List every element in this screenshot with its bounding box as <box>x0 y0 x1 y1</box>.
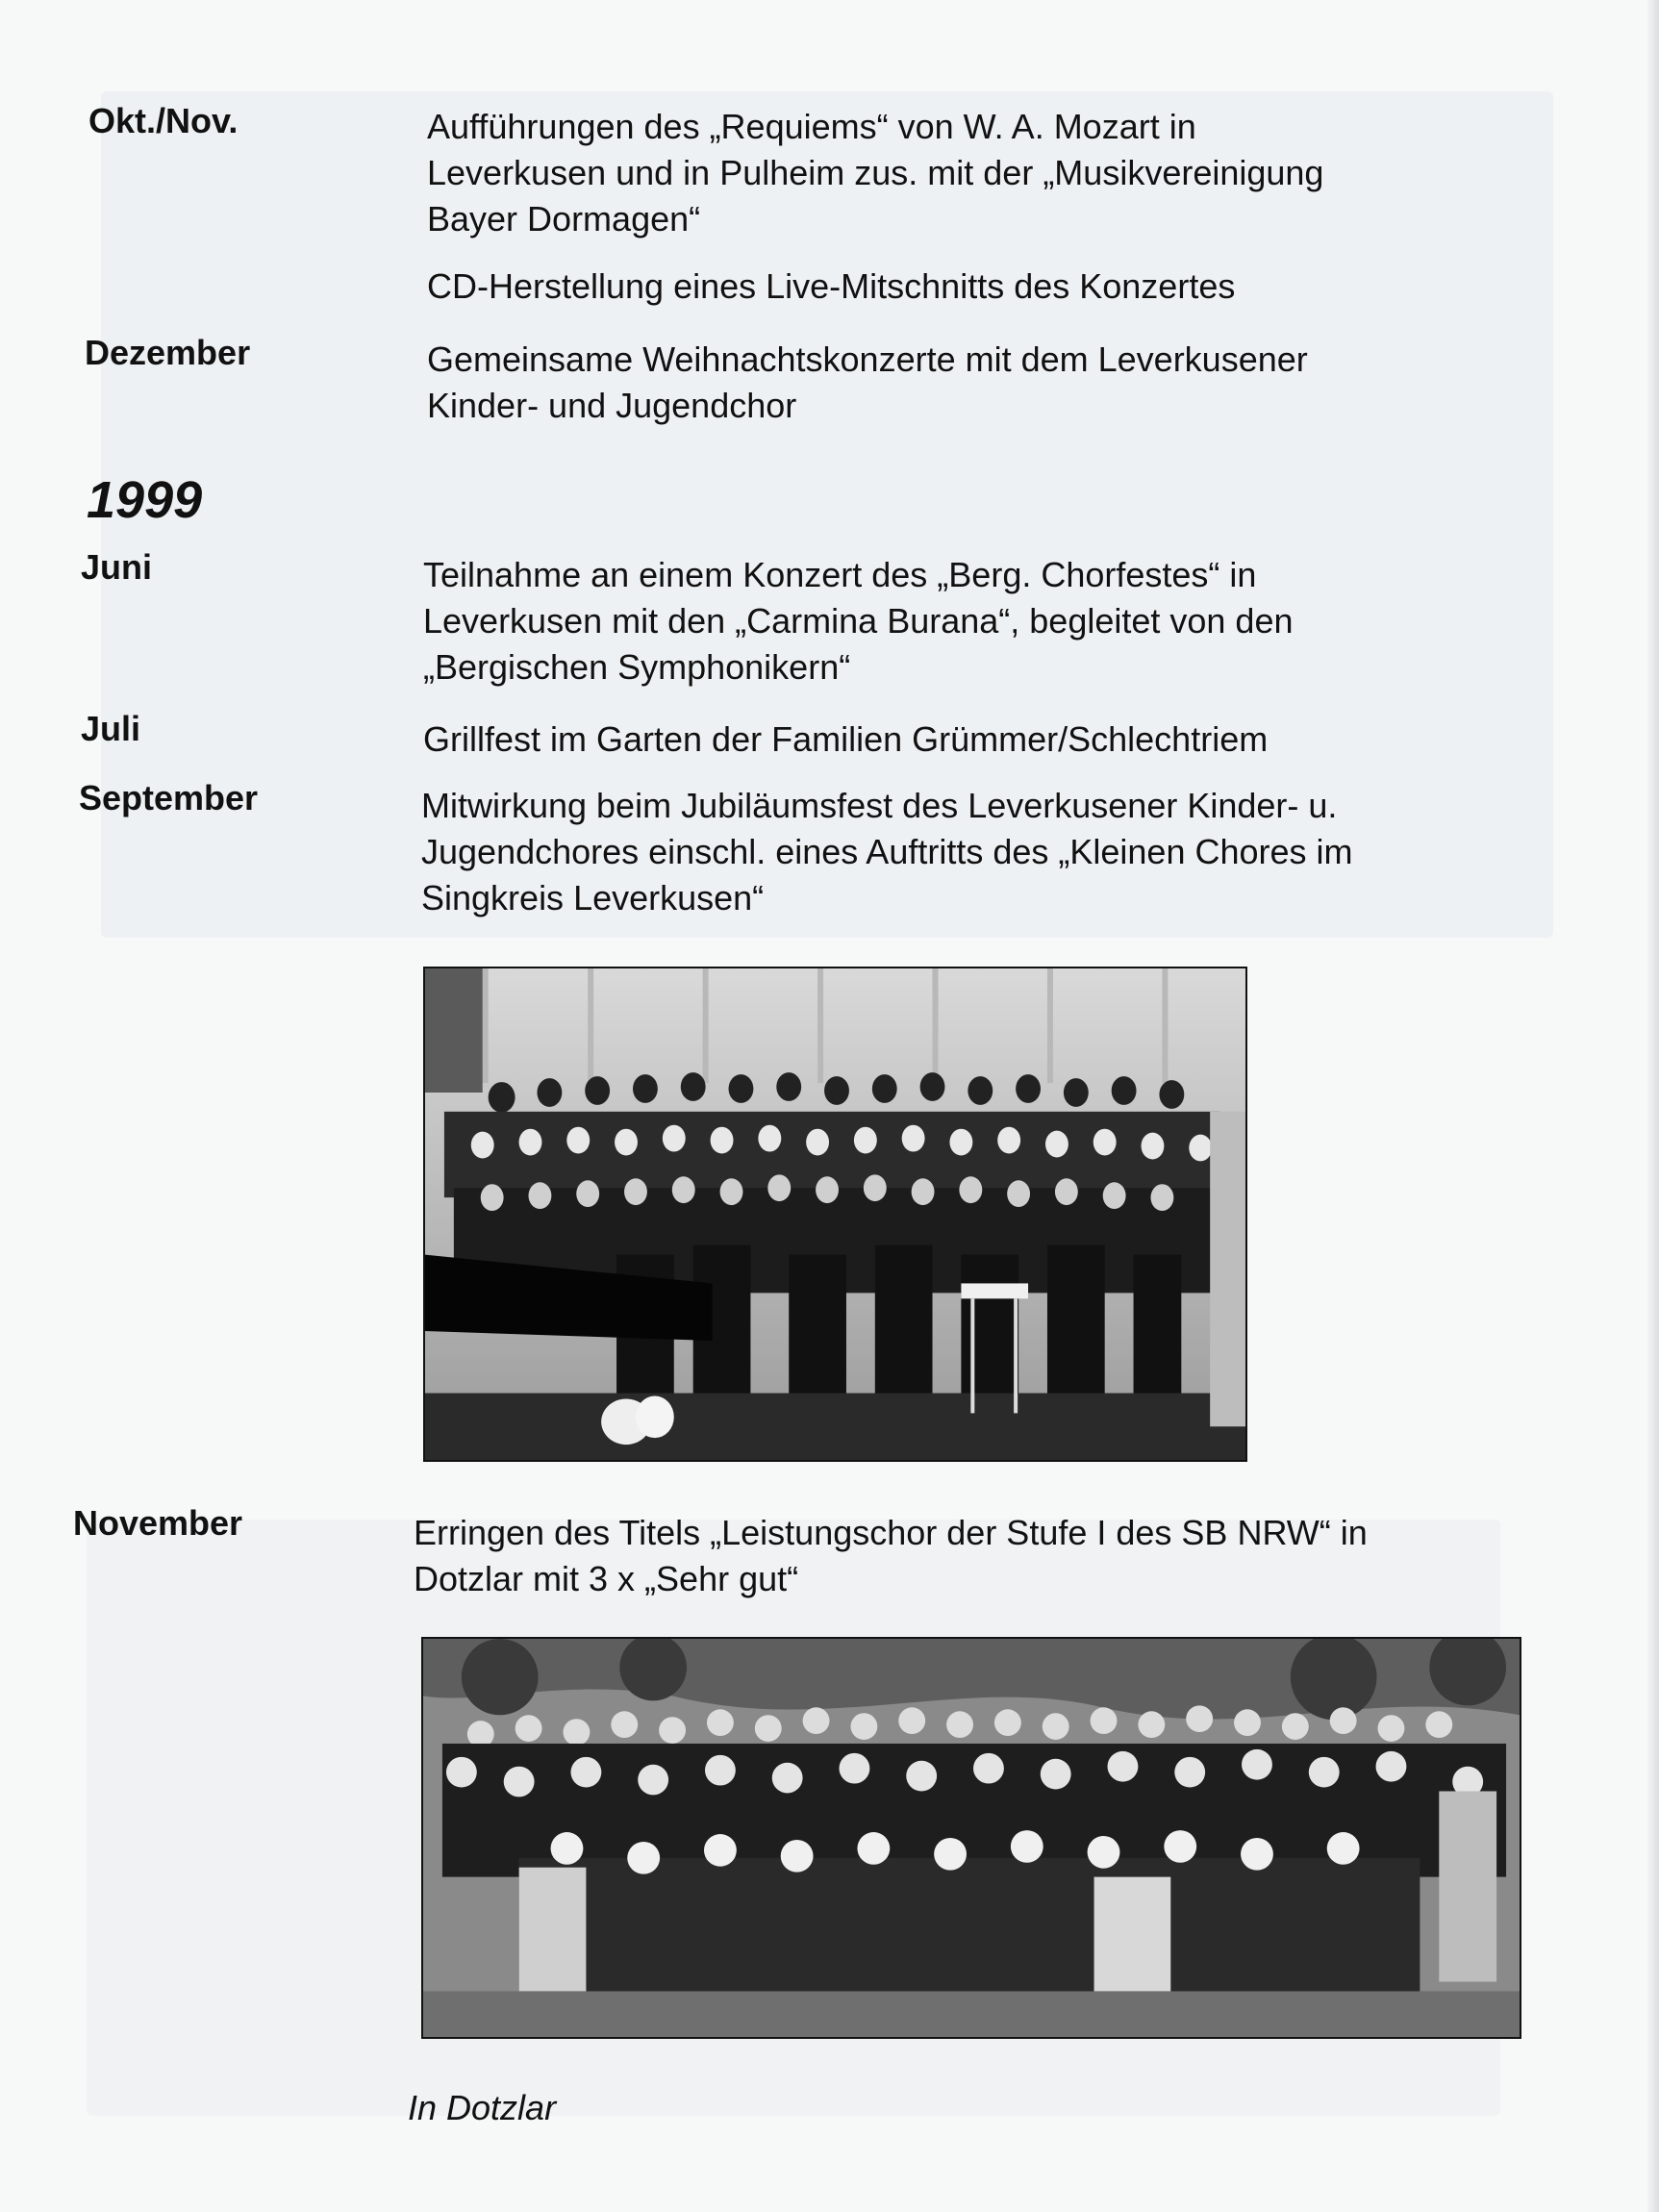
entry-text-cd <box>427 264 1235 310</box>
entry-line: Dotzlar mit 3 x „Sehr gut“ <box>414 1559 799 1598</box>
entry-line: Leverkusen und in Pulheim zus. mit der „Musikvereinigung <box>427 153 1324 192</box>
entry-text-dezember <box>427 337 1308 429</box>
entry-line: „Bergischen Symphonikern“ <box>423 647 851 687</box>
entry-line: Bayer Dormagen“ <box>427 199 701 239</box>
entry-text-september <box>421 783 1353 921</box>
entry-date-september: September <box>79 778 259 817</box>
page-edge-shadow <box>1647 0 1659 2212</box>
entry-line: CD-Herstellung eines Live-Mitschnitts des Konzertes <box>427 266 1236 306</box>
entry-date-november: November <box>73 1503 243 1543</box>
year-heading: 1999 <box>87 471 203 529</box>
entry-line: Aufführungen des „Requiems“ von W. A. Mozart in <box>427 107 1196 146</box>
entry-line: Jugendchores einschl. eines Auftritts des „Kleinen Chores im <box>421 832 1353 871</box>
entry-date-okt-nov: Okt./Nov. <box>88 101 239 140</box>
entry-text-okt-nov <box>427 104 1323 242</box>
entry-line: Gemeinsame Weihnachtskonzerte mit dem Leverkusener <box>427 339 1308 379</box>
group-photo-illustration <box>423 1639 1520 2037</box>
entry-line: Singkreis Leverkusen“ <box>421 878 765 917</box>
entry-line: Teilnahme an einem Konzert des „Berg. Chorfestes“ in <box>423 555 1257 594</box>
group-photo-dotzlar <box>421 1637 1521 2039</box>
entry-line: Erringen des Titels „Leistungschor der Stufe I des SB NRW“ in <box>414 1513 1368 1552</box>
photo-caption: In Dotzlar <box>408 2088 557 2127</box>
entry-line: Mitwirkung beim Jubiläumsfest des Leverkusener Kinder- u. <box>421 786 1338 825</box>
entry-text-juni <box>423 552 1294 691</box>
entry-date-dezember: Dezember <box>85 333 251 372</box>
entry-line: Kinder- und Jugendchor <box>427 386 797 425</box>
entry-date-juli: Juli <box>81 709 141 748</box>
entry-line: Grillfest im Garten der Familien Grümmer/Schlechtriem <box>423 719 1269 759</box>
entry-text-november <box>414 1510 1368 1602</box>
entry-date-juni: Juni <box>81 547 153 587</box>
entry-line: Leverkusen mit den „Carmina Burana“, begleitet von den <box>423 601 1294 641</box>
choir-concert-illustration <box>425 968 1245 1460</box>
entry-text-juli <box>423 716 1268 763</box>
choir-concert-photo <box>423 967 1247 1462</box>
